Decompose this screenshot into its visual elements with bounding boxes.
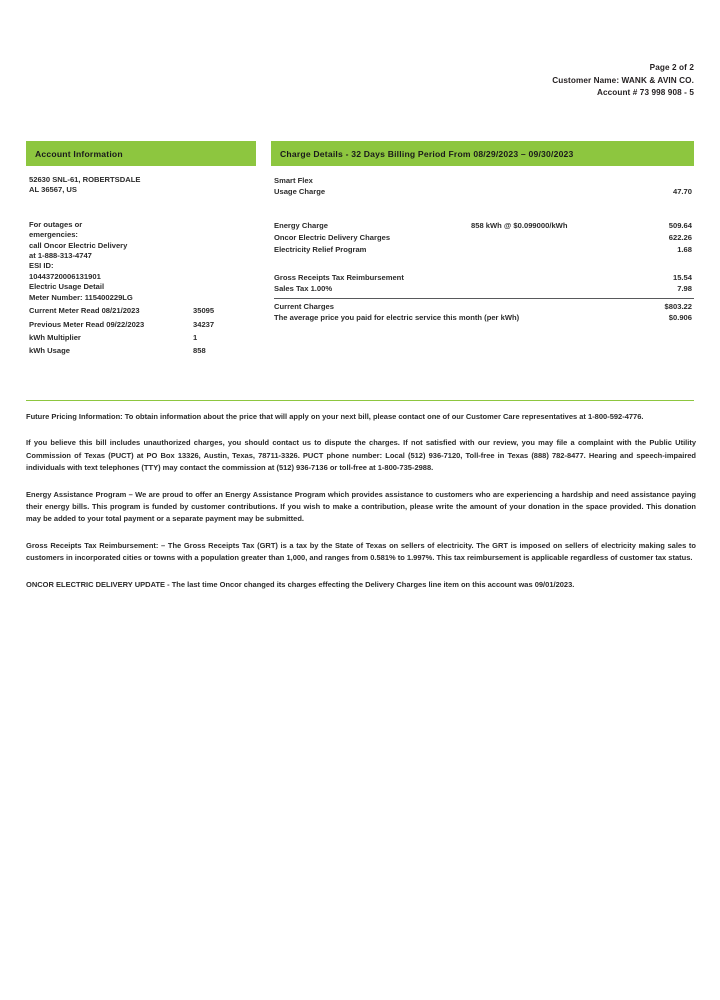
sales-tax-label: Sales Tax 1.00% (274, 284, 333, 294)
oncor-update-note: ONCOR ELECTRIC DELIVERY UPDATE - The last time Oncor changed its charges effecting the Delivery Charges line item on this account was 09/01/2023. (26, 579, 575, 589)
electricity-relief-row (271, 244, 694, 256)
sales-tax-amount: 7.98 (677, 284, 692, 294)
outage-line-3: call Oncor Electric Delivery (29, 240, 128, 250)
delivery-charges-label: Oncor Electric Delivery Charges (274, 232, 391, 242)
meter-row-label: Current Meter Read 08/21/2023 (29, 306, 140, 316)
spacer (29, 196, 256, 220)
energy-assistance-note: Energy Assistance Program – We are proud to offer an Energy Assistance Program which provides assistance to customers who are experiencing a hardship and need assistance paying their energy bills. This program is funded by customer contributions. If you wish to make a contribution, please write the amount of your donation in the space provided. This donation may be added to your total payment or a separate payment may be submitted. (26, 489, 696, 524)
average-price-label: The average price you paid for electric service this month (per kWh) (274, 313, 520, 323)
electric-usage-detail-title: Electric Usage Detail (29, 282, 105, 292)
dispute-note: If you believe this bill includes unauthorized charges, you should contact us to dispute the charges. If not satisfied with our review, you may file a complaint with the Public Utility Commission of Texas (PUCT) at PO Box 13326, Austin, Texas, 78711-3326. PUCT phone number: Local (512) 936-7120, Toll-free in Texas (888) 782-8477. Hearing and speech-impaired individuals with text telephones (TTY) may contact the commission at (512) 936-7136 or toll-free at 1-800-735-2988. (26, 438, 696, 473)
gross-receipts-tax-amount: 15.54 (672, 272, 692, 282)
meter-number: Meter Number: 115400229LG (29, 292, 133, 302)
sales-tax-row (271, 284, 694, 296)
totals-divider (274, 298, 694, 299)
service-address-line-2: AL 36567, US (29, 185, 77, 195)
section-divider (26, 400, 694, 401)
average-price-row (271, 313, 694, 325)
table-row (29, 345, 247, 358)
bill-notes (26, 411, 696, 591)
document-header (552, 62, 694, 100)
meter-row-value: 1 (193, 332, 198, 342)
energy-charge-detail: 858 kWh @ $0.099000/kWh (471, 221, 568, 231)
spacer (271, 199, 694, 221)
spacer (271, 256, 694, 272)
charge-details-body (271, 166, 694, 325)
current-charges-row (271, 301, 694, 313)
meter-row-label: kWh Multiplier (29, 332, 81, 342)
energy-charge-row (271, 221, 694, 233)
energy-charge-amount: 509.64 (668, 221, 692, 231)
gross-receipts-tax-row (271, 272, 694, 284)
customer-name: Customer Name: WANK & AVIN CO. (552, 75, 694, 85)
outage-line-2: emergencies: (29, 230, 78, 240)
future-pricing-note: Future Pricing Information: To obtain information about the price that will apply on your next bill, please contact one of our Customer Care representatives at 1-800-592-4776. (26, 412, 644, 421)
account-information-column (26, 141, 256, 358)
service-address-line-1: 52630 SNL-61, ROBERTSDALE (29, 175, 141, 184)
usage-charge-row (271, 187, 694, 199)
meter-readings-table (29, 305, 247, 358)
account-information-band (26, 141, 256, 166)
plan-name: Smart Flex (274, 175, 313, 185)
charge-details-column (271, 141, 694, 325)
electricity-relief-label: Electricity Relief Program (274, 244, 367, 254)
gross-receipts-tax-note: Gross Receipts Tax Reimbursement: – The Gross Receipts Tax (GRT) is a tax by the State of Texas on sellers of electricity. The GRT is imposed on sellers of electricity making sales to customers in incorporated cities or towns with a population greater than 1,000, and ranges from 0.581% to 1.997%. This tax reimbursement is applicable regardless of customer tax status. (26, 540, 696, 563)
account-number: Account # 73 998 908 - 5 (596, 88, 694, 98)
table-row (29, 305, 247, 318)
table-row (29, 331, 247, 344)
meter-row-value: 858 (193, 346, 206, 356)
page-number: Page 2 of 2 (649, 63, 694, 72)
esi-id-value: 10443720006131901 (29, 271, 101, 281)
energy-charge-label: Energy Charge (274, 221, 329, 231)
meter-row-label: kWh Usage (29, 346, 70, 356)
current-charges-label: Current Charges (274, 301, 334, 311)
current-charges-amount: $803.22 (664, 301, 692, 311)
usage-charge-amount: 47.70 (672, 187, 692, 197)
charge-details-band (271, 141, 694, 166)
table-row (29, 318, 247, 331)
account-information-body (26, 166, 256, 358)
average-price-amount: $0.906 (668, 313, 692, 323)
meter-row-value: 34237 (193, 319, 215, 329)
outage-line-4: at 1-888-313-4747 (29, 251, 92, 261)
meter-row-value: 35095 (193, 306, 215, 316)
outage-line-1: For outages or (29, 219, 83, 229)
plan-name-row (271, 175, 694, 187)
esi-id-label: ESI ID: (29, 261, 54, 271)
meter-row-label: Previous Meter Read 09/22/2023 (29, 319, 145, 329)
delivery-charges-row (271, 232, 694, 244)
charge-details-title: Charge Details - 32 Days Billing Period From 08/29/2023 – 09/30/2023 (280, 148, 574, 159)
gross-receipts-tax-label: Gross Receipts Tax Reimbursement (274, 272, 404, 282)
delivery-charges-amount: 622.26 (668, 232, 692, 242)
electricity-relief-amount: 1.68 (677, 244, 692, 254)
usage-charge-label: Usage Charge (274, 187, 326, 197)
account-information-title: Account Information (35, 148, 123, 159)
